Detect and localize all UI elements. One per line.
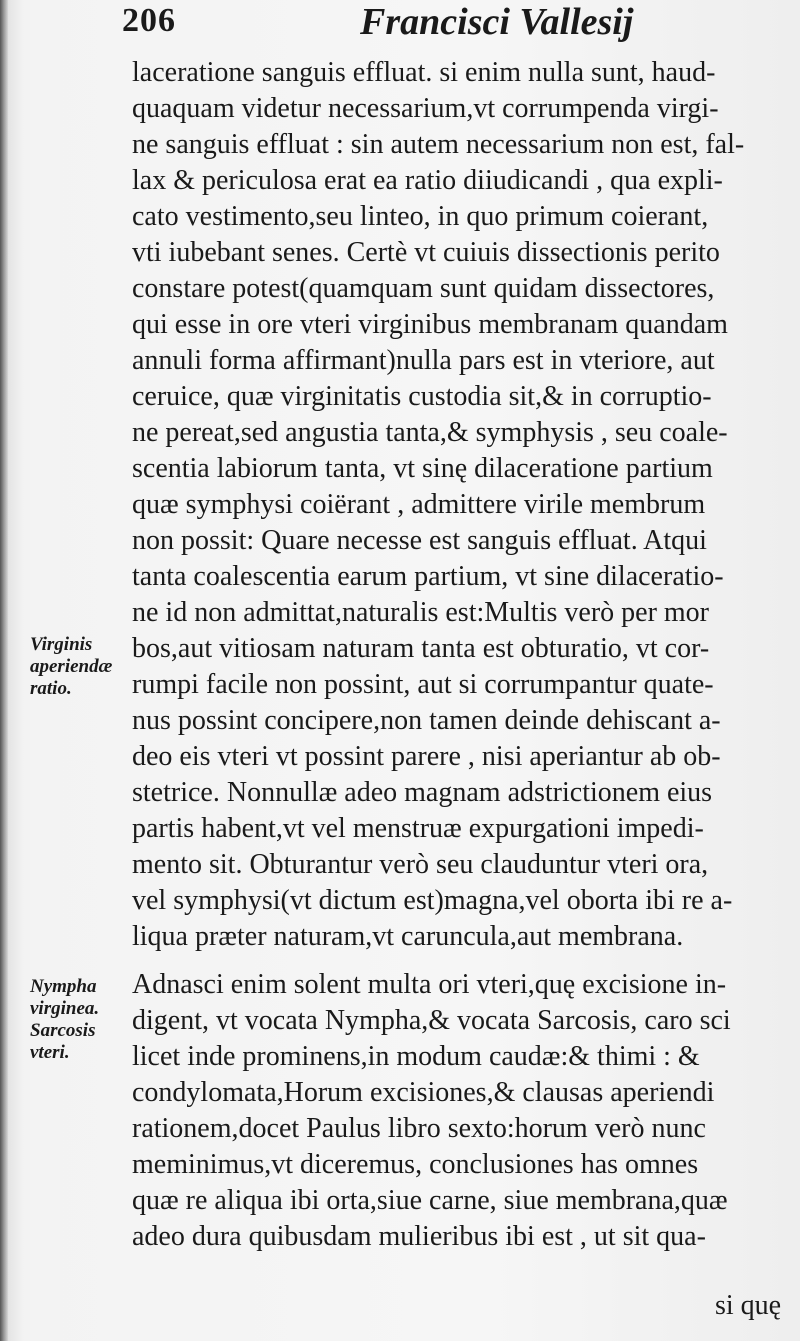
margin-note — [30, 634, 112, 700]
text-line: stetrice. Nonnullæ adeo magnam adstrictionem eius — [132, 777, 713, 808]
text-line: lax & periculosa erat ea ratio diiudicandi , qua expli- — [132, 165, 723, 196]
text-line: tanta coalescentia earum partium, vt sine dilaceratio- — [132, 561, 724, 592]
running-head: Francisci Vallesij — [360, 1, 634, 43]
margin-note-line: Nympha — [30, 976, 97, 997]
text-line: annuli forma affirmant)nulla pars est in vteriore, aut — [132, 345, 715, 376]
text-line: laceratione sanguis effluat. si enim nulla sunt, haud- — [132, 57, 716, 88]
text-line: licet inde prominens,in modum caudæ:& thimi : & — [132, 1041, 700, 1072]
catchword: si quę — [715, 1290, 782, 1321]
text-line: quæ re aliqua ibi orta,siue carne, siue membrana,quæ — [132, 1185, 728, 1216]
text-line: cato vestimento,seu linteo, in quo primum coierant, — [132, 201, 709, 232]
margin-note-line: vteri. — [30, 1042, 70, 1063]
text-line: ne id non admittat,naturalis est:Multis verò per mor — [132, 597, 709, 628]
text-line: ne sanguis effluat : sin autem necessarium non est, fal- — [132, 129, 745, 160]
margin-note-line: virginea. — [30, 998, 100, 1019]
margin-note-line: ratio. — [30, 678, 72, 699]
text-line: ceruice, quæ virginitatis custodia sit,& in corruptio- — [132, 381, 712, 412]
margin-note-line: Sarcosis — [30, 1020, 96, 1041]
margin-note-line: aperiendæ — [30, 656, 113, 677]
page-number: 206 — [122, 2, 176, 39]
text-line: bos,aut vitiosam naturam tanta est obturatio, vt cor- — [132, 633, 710, 664]
text-line: scentia labiorum tanta, vt sinę dilaceratione partium — [132, 453, 713, 484]
text-line: nus possint concipere,non tamen deinde dehiscant a- — [132, 705, 721, 736]
text-line: vti iubebant senes. Certè vt cuiuis dissectionis perito — [132, 237, 720, 268]
margin-note — [30, 976, 99, 1064]
page-spine-shadow — [0, 0, 8, 1341]
text-line: rationem,docet Paulus libro sexto:horum verò nunc — [132, 1113, 706, 1144]
text-line: constare potest(quamquam sunt quidam dissectores, — [132, 273, 715, 304]
text-line: vel symphysi(vt dictum est)magna,vel oborta ibi re a- — [132, 885, 733, 916]
text-line: mento sit. Obturantur verò seu clauduntur vteri ora, — [132, 849, 709, 880]
margin-note-line: Virginis — [30, 634, 93, 655]
text-line: partis habent,vt vel menstruæ expurgationi impedi- — [132, 813, 704, 844]
text-line: ne pereat,sed angustia tanta,& symphysis , seu coale- — [132, 417, 728, 448]
text-line: Adnasci enim solent multa ori vteri,quę excisione in- — [132, 969, 727, 1000]
text-line: quæ symphysi coiërant , admittere virile membrum — [132, 489, 706, 520]
text-line: qui esse in ore vteri virginibus membranam quandam — [132, 309, 728, 340]
page-header — [0, 0, 800, 50]
text-line: rumpi facile non possint, aut si corrumpantur quate- — [132, 669, 714, 700]
text-line: digent, vt vocata Nympha,& vocata Sarcosis, caro sci — [132, 1005, 731, 1036]
text-line: meminimus,vt diceremus, conclusiones has omnes — [132, 1149, 699, 1180]
text-line: adeo dura quibusdam mulieribus ibi est , ut sit qua- — [132, 1221, 706, 1252]
text-line: deo eis vteri vt possint parere , nisi aperiantur ab ob- — [132, 741, 721, 772]
text-line: liqua præter naturam,vt caruncula,aut membrana. — [132, 921, 684, 952]
text-line: condylomata,Horum excisiones,& clausas aperiendi — [132, 1077, 715, 1108]
text-line: quaquam videtur necessarium,vt corrumpenda virgi- — [132, 93, 719, 124]
text-line: non possit: Quare necesse est sanguis effluat. Atqui — [132, 525, 707, 556]
